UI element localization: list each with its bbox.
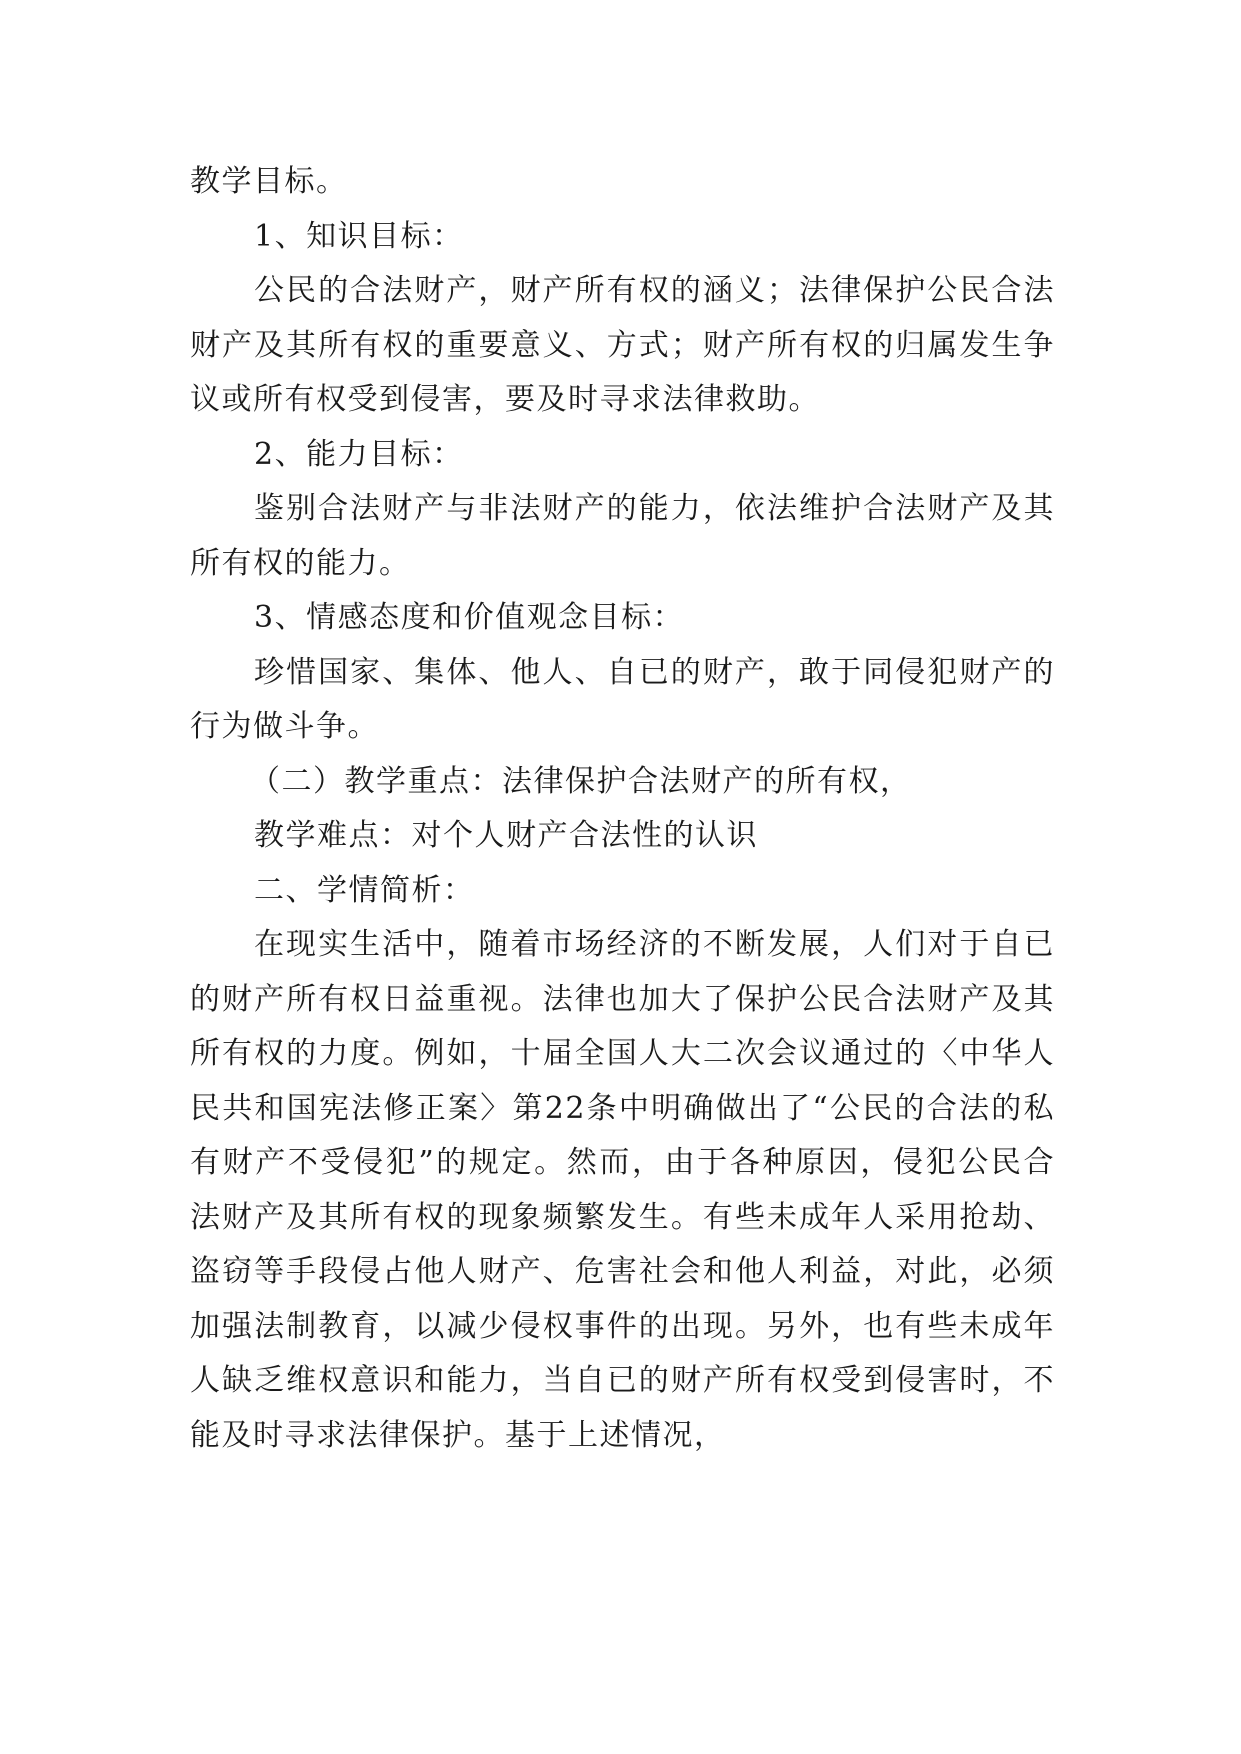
paragraph-teaching-focus: （二）教学重点：法律保护合法财产的所有权， <box>250 763 912 799</box>
paragraph-ability-goal-heading: 2、能力目标： <box>254 436 464 472</box>
paragraph-teaching-difficulty: 教学难点：对个人财产合法性的认识 <box>254 818 758 853</box>
paragraph-emotion-goal-heading: 3、情感态度和价值观念目标： <box>254 600 685 635</box>
paragraph-learning-analysis-body: 在现实生活中，随着市场经济的不断发展，人们对于自已的财产所有权日益重视。法律也加大了保护公民合法财产及其所有权的力度。例如，十届全国人大二次会议通过的〈中华人民共和国宪法修正案〉第22条中明确做出了“公民的合法的私有财产不受侵犯”的规定。然而，由于各种原因，侵犯公民合法财产及其所有权的现象频繁发生。有些未成年人采用抢劫、盗窃等手段侵占他人财产、危害社会和他人利益，对此，必须加强法制教育，以减少侵权事件的出现。另外，也有些未成年人缺乏维权意识和能力，当自已的财产所有权受到侵害时，不能及时寻求法律保护。基于上述情况， <box>190 927 1055 1453</box>
paragraph-learning-analysis-heading: 二、学情简析： <box>254 872 475 908</box>
paragraph-ability-goal-body: 鉴别合法财产与非法财产的能力，依法维护合法财产及其所有权的能力。 <box>190 491 1055 581</box>
paragraph-emotion-goal-body: 珍惜国家、集体、他人、自已的财产，敢于同侵犯财产的行为做斗争。 <box>190 654 1055 744</box>
paragraph-knowledge-goal-body: 公民的合法财产，财产所有权的涵义；法律保护公民合法财产及其所有权的重要意义、方式；财产所有权的归属发生争议或所有权受到侵害，要及时寻求法律救助。 <box>190 273 1055 417</box>
document-body <box>190 155 1055 1463</box>
paragraph-knowledge-goal-heading: 1、知识目标： <box>254 218 464 254</box>
paragraph-teaching-goals: 教学目标。 <box>190 164 348 199</box>
